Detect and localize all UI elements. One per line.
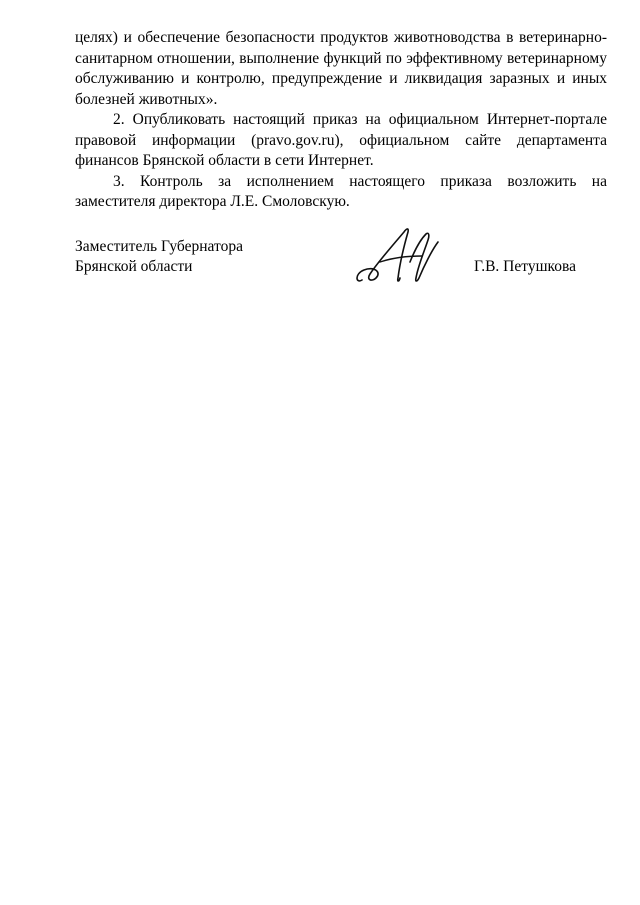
paragraph-continuation: целях) и обеспечение безопасности продуктов животноводства в ветеринарно-санитарном отношении, выполнение функций по эффективному ветеринарному обслуживанию и контролю, предупреждение и ликвидация заразных и иных болезней животных». (75, 29, 607, 108)
paragraph-item-3: 3. Контроль за исполнением настоящего приказа возложить на заместителя директора Л.Е. Смоловскую. (75, 172, 607, 210)
document-body (75, 28, 607, 213)
handwritten-signature (352, 222, 442, 288)
paragraph-item-2: 2. Опубликовать настоящий приказ на официальном Интернет-портале правовой информации (pravo.gov.ru), официальном сайте департамента финансов Брянской области в сети Интернет. (75, 111, 607, 169)
signatory-position (75, 237, 243, 277)
signatory-name: Г.В. Петушкова (474, 258, 576, 275)
signatory-position-line-2: Брянской области (75, 258, 193, 275)
signatory-position-line-1: Заместитель Губернатора (75, 238, 243, 255)
